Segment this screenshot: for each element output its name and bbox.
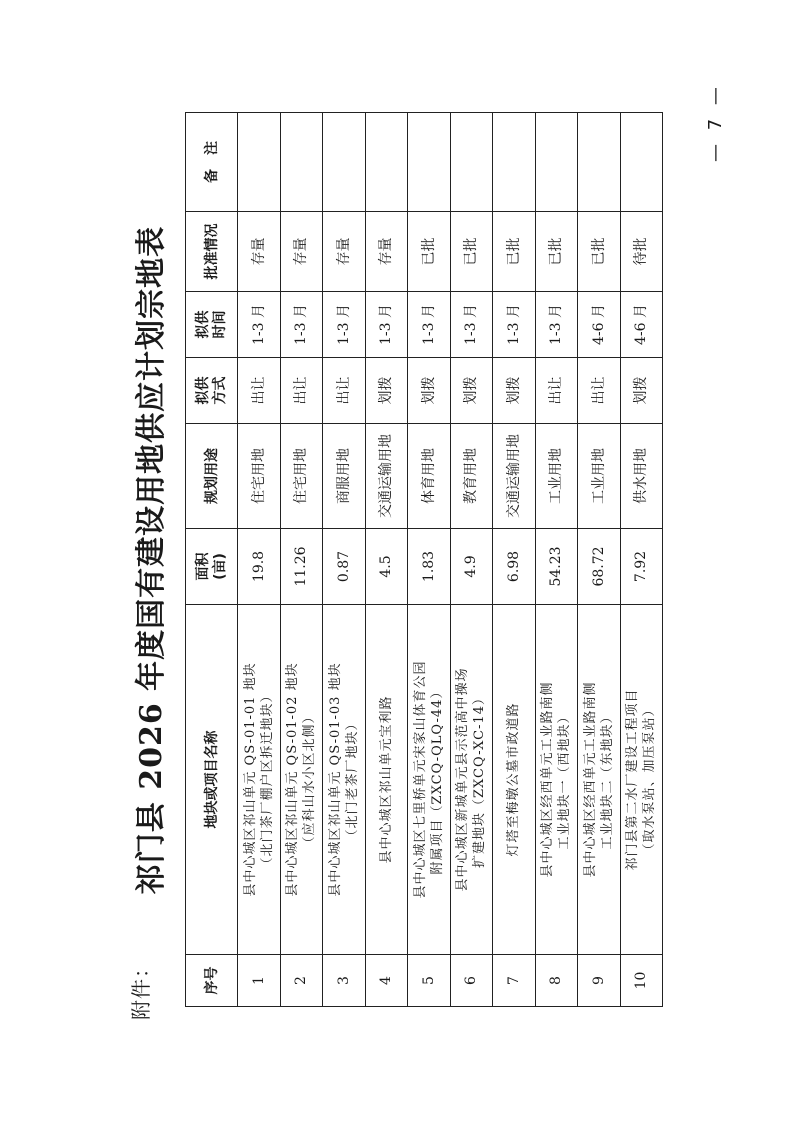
cell-name xyxy=(238,605,281,955)
cell-time: 1-3 月 xyxy=(323,292,366,358)
cell-no: 2 xyxy=(280,955,323,1007)
cell-name-line2: （取水泵站、加压泵站） xyxy=(642,702,658,857)
cell-time: 1-3 月 xyxy=(408,292,451,358)
header-method-line2: 方式 xyxy=(211,376,228,405)
land-supply-table xyxy=(185,112,663,1007)
cell-remark xyxy=(535,113,578,212)
table-row xyxy=(408,113,451,1007)
table-row xyxy=(493,113,536,1007)
table-row xyxy=(620,113,663,1007)
cell-name-line1: 县中心城区经西单元工业路南侧 xyxy=(582,681,598,878)
cell-method: 划拨 xyxy=(620,358,663,424)
cell-time: 4-6 月 xyxy=(620,292,663,358)
page-number: — 7 — xyxy=(705,83,726,162)
table-row xyxy=(365,113,408,1007)
cell-usage: 体育用地 xyxy=(408,424,451,529)
cell-area: 68.72 xyxy=(578,529,621,605)
header-approval: 批准情况 xyxy=(186,212,238,292)
cell-approval: 待批 xyxy=(620,212,663,292)
cell-approval: 已批 xyxy=(578,212,621,292)
cell-area: 4.9 xyxy=(450,529,493,605)
cell-name-line2: （应科山水小区北侧） xyxy=(302,709,318,850)
cell-name-line1: 县中心城区经西单元工业路南侧 xyxy=(540,681,556,878)
cell-area: 11.26 xyxy=(280,529,323,605)
cell-approval: 已批 xyxy=(493,212,536,292)
cell-remark xyxy=(365,113,408,212)
cell-area: 54.23 xyxy=(535,529,578,605)
header-name: 地块或项目名称 xyxy=(186,605,238,955)
cell-name-line2: 工业地块二（东地块） xyxy=(599,709,615,850)
header-area xyxy=(186,529,238,605)
cell-usage: 教育用地 xyxy=(450,424,493,529)
cell-method: 出让 xyxy=(578,358,621,424)
cell-name-line1: 祁门县第二水厂建设工程项目 xyxy=(625,688,641,871)
cell-name-line1: 县中心城区祁山单元宝利路 xyxy=(378,695,394,864)
cell-name xyxy=(408,605,451,955)
cell-usage: 住宅用地 xyxy=(238,424,281,529)
header-remark: 备 注 xyxy=(186,113,238,212)
cell-method: 划拨 xyxy=(408,358,451,424)
cell-name-line1: 灯塔至梅墩公墓市政道路 xyxy=(506,702,522,857)
cell-name xyxy=(620,605,663,955)
cell-method: 出让 xyxy=(323,358,366,424)
cell-name-line1: 县中心城区祁山单元 QS-01-03 地块 xyxy=(327,662,343,897)
cell-usage: 工业用地 xyxy=(578,424,621,529)
cell-name-line2: 扩建地块（ZXCQ-XC-14） xyxy=(472,691,488,868)
cell-remark xyxy=(408,113,451,212)
cell-method: 出让 xyxy=(280,358,323,424)
cell-no: 10 xyxy=(620,955,663,1007)
cell-name xyxy=(493,605,536,955)
cell-method: 划拨 xyxy=(450,358,493,424)
cell-name-line1: 县中心城区祁山单元 QS-01-01 地块 xyxy=(242,662,258,897)
header-time xyxy=(186,292,238,358)
cell-name xyxy=(578,605,621,955)
cell-no: 7 xyxy=(493,955,536,1007)
cell-usage: 交通运输用地 xyxy=(365,424,408,529)
cell-time: 1-3 月 xyxy=(535,292,578,358)
table-row xyxy=(280,113,323,1007)
cell-name-line2: 工业地块一（西地块） xyxy=(557,709,573,850)
cell-method: 出让 xyxy=(238,358,281,424)
table-row xyxy=(323,113,366,1007)
cell-usage: 住宅用地 xyxy=(280,424,323,529)
cell-name xyxy=(280,605,323,955)
header-method-line1: 拟供 xyxy=(194,376,211,405)
cell-time: 4-6 月 xyxy=(578,292,621,358)
cell-no: 9 xyxy=(578,955,621,1007)
cell-method: 划拨 xyxy=(365,358,408,424)
table-row xyxy=(578,113,621,1007)
cell-area: 7.92 xyxy=(620,529,663,605)
cell-remark xyxy=(493,113,536,212)
header-time-line2: 时间 xyxy=(211,310,228,339)
cell-area: 6.98 xyxy=(493,529,536,605)
cell-name xyxy=(323,605,366,955)
attachment-label: 附件： xyxy=(129,957,153,1020)
table-row xyxy=(450,113,493,1007)
cell-no: 3 xyxy=(323,955,366,1007)
cell-name xyxy=(535,605,578,955)
cell-approval: 存量 xyxy=(365,212,408,292)
header-area-line2: (亩) xyxy=(211,553,228,580)
cell-remark xyxy=(450,113,493,212)
header-area-line1: 面积 xyxy=(194,552,211,581)
header-time-line1: 拟供 xyxy=(194,310,211,339)
cell-approval: 存量 xyxy=(238,212,281,292)
cell-name-line1: 县中心城区七里桥单元宋家山体育公园 xyxy=(412,660,428,899)
cell-name xyxy=(365,605,408,955)
cell-name-line2: （北门老茶厂地块） xyxy=(344,716,360,843)
cell-name-line1: 县中心城区新城单元县示范高中操场 xyxy=(455,667,471,892)
cell-time: 1-3 月 xyxy=(280,292,323,358)
cell-approval: 存量 xyxy=(323,212,366,292)
cell-name-line1: 县中心城区祁山单元 QS-01-02 地块 xyxy=(285,662,301,897)
cell-approval: 已批 xyxy=(535,212,578,292)
cell-time: 1-3 月 xyxy=(365,292,408,358)
cell-approval: 已批 xyxy=(408,212,451,292)
table-header-row xyxy=(186,113,238,1007)
cell-time: 1-3 月 xyxy=(238,292,281,358)
cell-usage: 交通运输用地 xyxy=(493,424,536,529)
cell-remark xyxy=(323,113,366,212)
cell-no: 1 xyxy=(238,955,281,1007)
cell-approval: 存量 xyxy=(280,212,323,292)
header-method xyxy=(186,358,238,424)
cell-remark xyxy=(280,113,323,212)
cell-time: 1-3 月 xyxy=(450,292,493,358)
cell-usage: 供水用地 xyxy=(620,424,663,529)
cell-name-line2: （北门茶厂棚户区拆迁地块） xyxy=(259,688,275,871)
cell-area: 0.87 xyxy=(323,529,366,605)
cell-remark xyxy=(238,113,281,212)
cell-usage: 工业用地 xyxy=(535,424,578,529)
cell-no: 6 xyxy=(450,955,493,1007)
page-title: 祁门县 2026 年度国有建设用地供应计划宗地表 xyxy=(134,225,169,895)
table-row xyxy=(535,113,578,1007)
header-no: 序号 xyxy=(186,955,238,1007)
cell-area: 1.83 xyxy=(408,529,451,605)
cell-no: 5 xyxy=(408,955,451,1007)
cell-no: 4 xyxy=(365,955,408,1007)
cell-approval: 已批 xyxy=(450,212,493,292)
cell-method: 出让 xyxy=(535,358,578,424)
cell-time: 1-3 月 xyxy=(493,292,536,358)
cell-area: 19.8 xyxy=(238,529,281,605)
cell-name-line2: 附属项目（ZXCQ-QLQ-44） xyxy=(429,684,445,875)
table-row xyxy=(238,113,281,1007)
cell-remark xyxy=(578,113,621,212)
cell-method: 划拨 xyxy=(493,358,536,424)
cell-usage: 商服用地 xyxy=(323,424,366,529)
cell-name xyxy=(450,605,493,955)
cell-no: 8 xyxy=(535,955,578,1007)
cell-remark xyxy=(620,113,663,212)
header-usage: 规划用途 xyxy=(186,424,238,529)
cell-area: 4.5 xyxy=(365,529,408,605)
